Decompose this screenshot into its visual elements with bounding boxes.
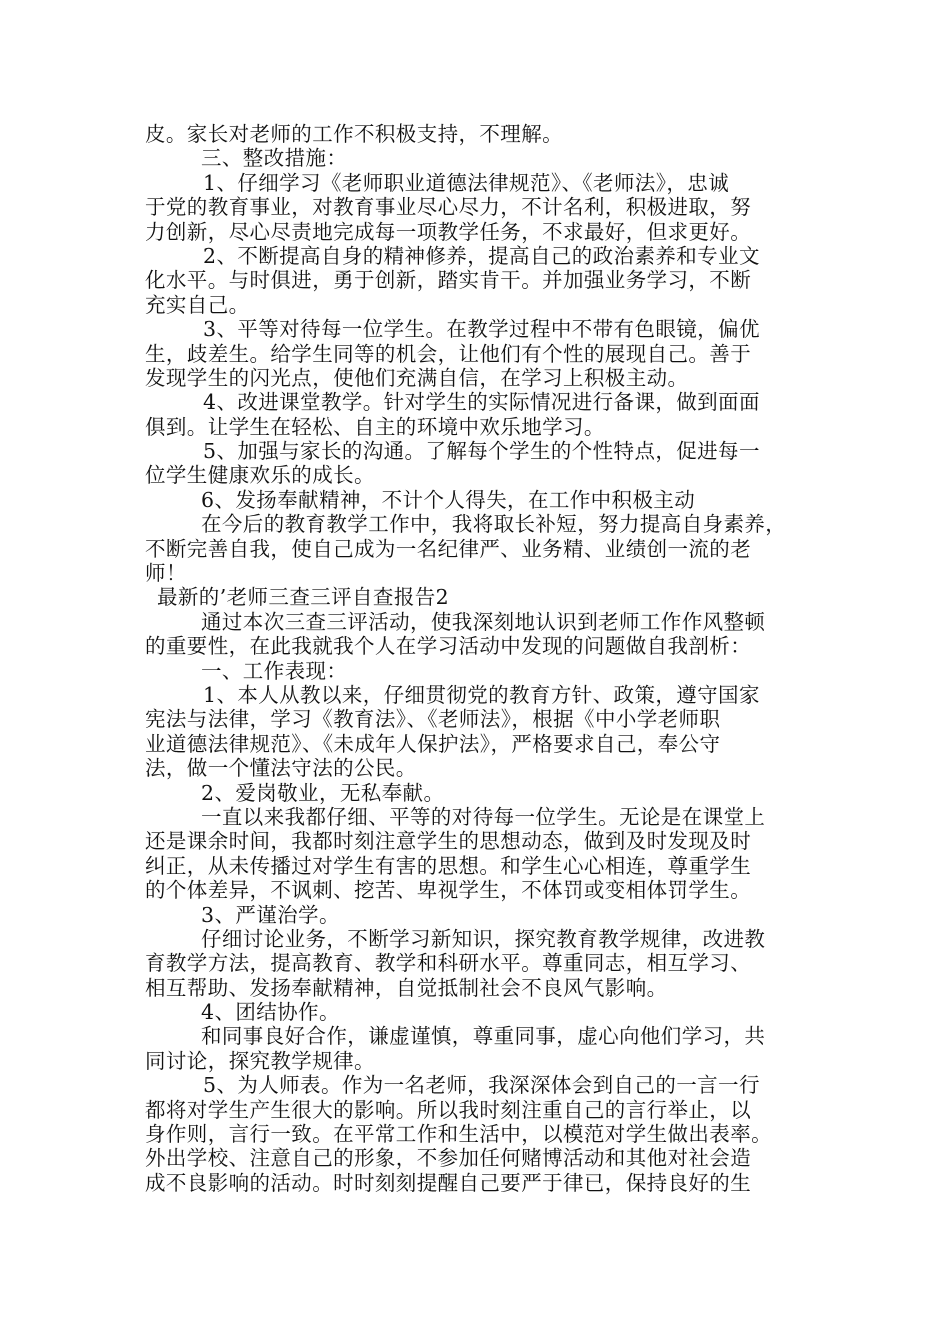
text-line: 在今后的教育教学工作中，我将取长补短，努力提高自身素养， — [201, 512, 787, 537]
text-line: 育教学方法，提高教育、教学和科研水平。尊重同志，相互学习、 — [145, 951, 752, 976]
text-line: 皮。家长对老师的工作不积极支持，不理解。 — [145, 122, 563, 146]
text-line: 力创新，尽心尽责地完成每一项教学任务，不求最好，但求更好。 — [145, 219, 752, 244]
text-line: 相互帮助、发扬奉献精神，自觉抵制社会不良风气影响。 — [145, 975, 668, 1000]
text-line: 生，歧差生。给学生同等的机会，让他们有个性的展现自己。善于 — [145, 341, 752, 366]
text-line: 1、本人从教以来，仔细贯彻党的教育方针、政策，遵守国家 — [203, 682, 760, 707]
section-heading: 一、工作表现： — [201, 658, 348, 683]
text-line: 的重要性，在此我就我个人在学习活动中发现的问题做自我剖析： — [145, 634, 752, 659]
text-line: 3、平等对待每一位学生。在教学过程中不带有色眼镜，偏优 — [203, 317, 760, 342]
text-line: 4、团结协作。 — [201, 1000, 340, 1025]
text-line: 的个体差异，不讽刺、挖苦、卑视学生，不体罚或变相体罚学生。 — [145, 878, 752, 903]
text-line: 仔细讨论业务，不断学习新知识，探究教育教学规律，改进教 — [201, 926, 766, 951]
text-line: 通过本次三查三评活动，使我深刻地认识到老师工作作风整顿 — [201, 609, 766, 634]
text-line: 外出学校、注意自己的形象，不参加任何赌博活动和其他对社会造 — [145, 1146, 752, 1171]
text-line: 俱到。让学生在轻松、自主的环境中欢乐地学习。 — [145, 414, 605, 439]
text-line: 同讨论，探究教学规律。 — [145, 1048, 375, 1073]
text-line: 师！ — [145, 561, 187, 586]
text-line: 和同事良好合作，谦虚谨慎，尊重同事，虚心向他们学习，共 — [201, 1024, 766, 1049]
text-line: 5、为人师表。作为一名老师，我深深体会到自己的一言一行 — [203, 1073, 760, 1098]
text-line: 一直以来我都仔细、平等的对待每一位学生。无论是在课堂上 — [201, 804, 766, 829]
text-line: 2、不断提高自身的精神修养，提高自己的政治素养和专业文 — [203, 243, 760, 268]
text-line: 不断完善自我，使自己成为一名纪律严、业务精、业绩创一流的老 — [145, 536, 752, 561]
text-line: 身作则，言行一致。在平常工作和生活中，以模范对学生做出表率。 — [145, 1122, 772, 1147]
text-line: 6、发扬奉献精神，不计个人得失，在工作中积极主动 — [201, 487, 696, 512]
text-line: 4、改进课堂教学。针对学生的实际情况进行备课，做到面面 — [203, 390, 760, 415]
text-line: 业道德法律规范》、《未成年人保护法》，严格要求自己，奉公守 — [145, 731, 721, 756]
text-line: 1、仔细学习《老师职业道德法律规范》、《老师法》，忠诚 — [203, 170, 730, 195]
document-page — [145, 122, 805, 1195]
text-line: 发现学生的闪光点，使他们充满自信，在学习上积极主动。 — [145, 365, 689, 390]
text-line: 宪法与法律，学习《教育法》、《老师法》，根据《中小学老师职 — [145, 707, 721, 732]
text-line: 化水平。与时俱进，勇于创新，踏实肯干。并加强业务学习，不断 — [145, 268, 752, 293]
text-line: 3、严谨治学。 — [201, 902, 340, 927]
text-line: 位学生健康欢乐的成长。 — [145, 463, 375, 488]
text-line: 成不良影响的活动。时时刻刻提醒自己要严于律已，保持良好的生 — [145, 1170, 752, 1195]
text-line: 于党的教育事业，对教育事业尽心尽力，不计名利，积极进取，努 — [145, 195, 752, 220]
text-line: 2、爱岗敬业，无私奉献。 — [201, 780, 445, 805]
text-line: 都将对学生产生很大的影响。所以我时刻注重自己的言行举止，以 — [145, 1097, 752, 1122]
text-line: 充实自己。 — [145, 292, 250, 317]
report-title: 最新的’老师三查三评自查报告2 — [157, 585, 450, 610]
section-heading: 三、整改措施： — [201, 146, 348, 171]
text-line: 还是课余时间，我都时刻注意学生的思想动态，做到及时发现及时 — [145, 829, 752, 854]
text-line: 5、加强与家长的沟通。了解每个学生的个性特点，促进每一 — [203, 439, 760, 464]
text-line: 纠正，从未传播过对学生有害的思想。和学生心心相连，尊重学生 — [145, 853, 752, 878]
text-line: 法，做一个懂法守法的公民。 — [145, 756, 417, 781]
